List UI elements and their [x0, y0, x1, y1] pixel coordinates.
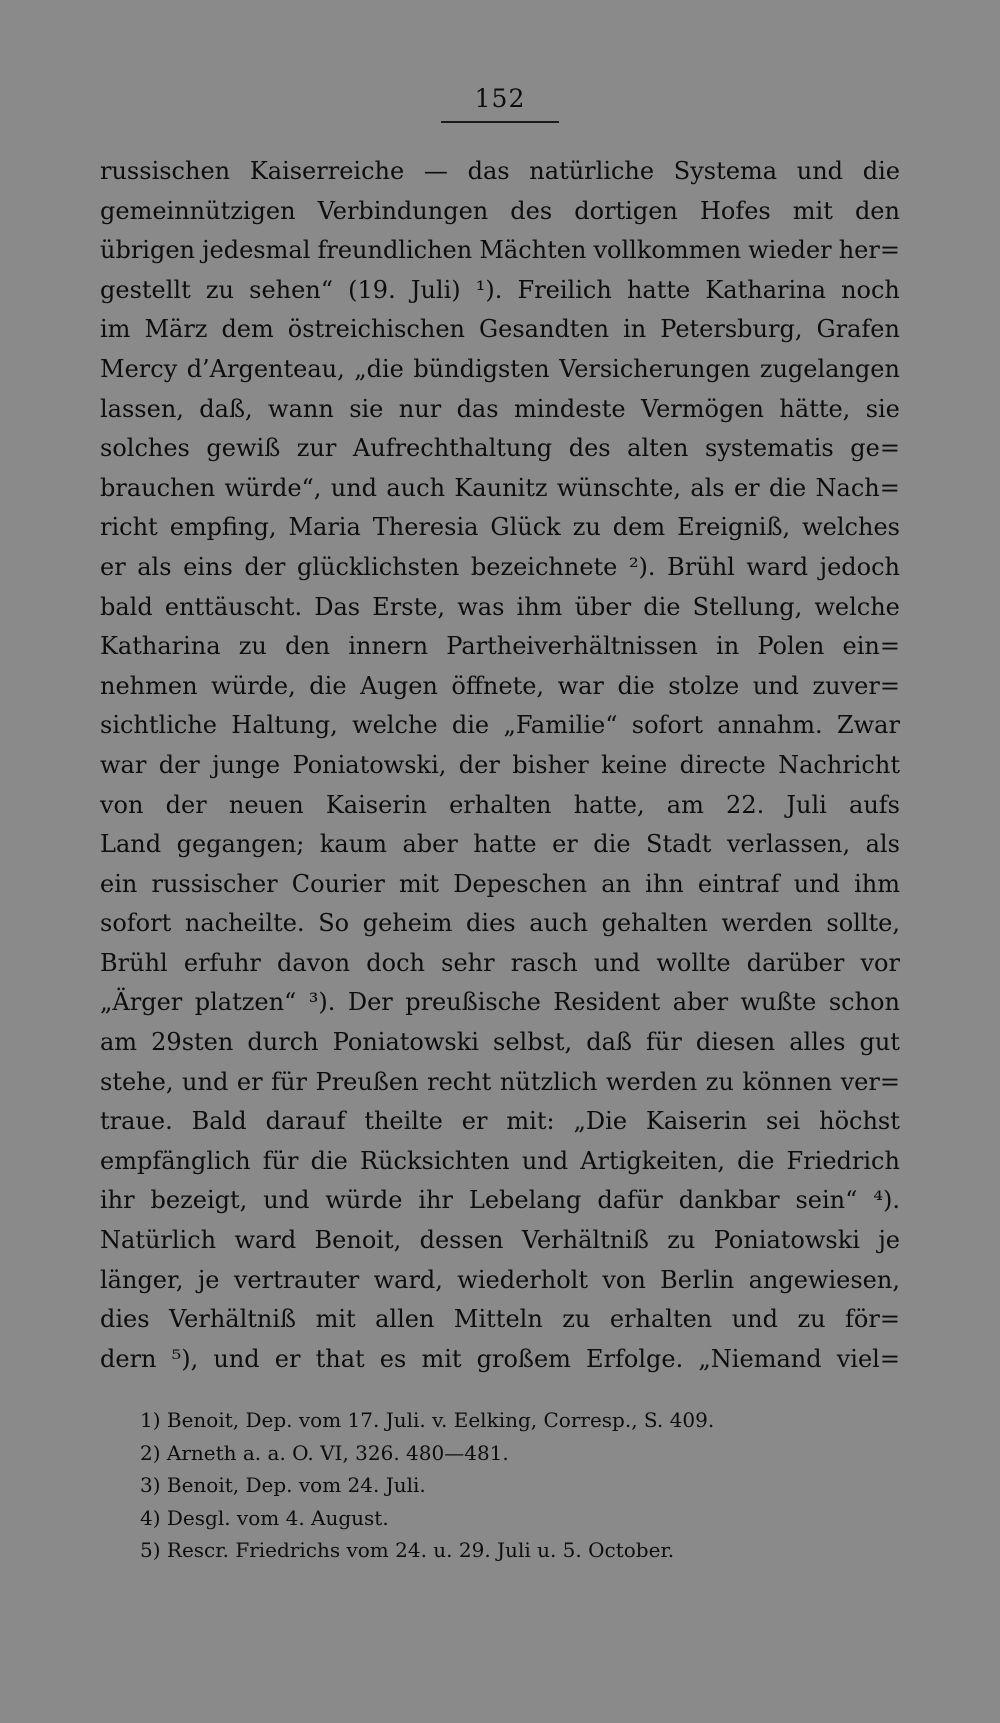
text-line: sichtliche Haltung, welche die „Familie“ sofort annahm. Zwar	[100, 711, 900, 740]
footnote: 4) Desgl. vom 4. August.	[140, 1505, 389, 1530]
text-line: solches gewiß zur Aufrechthaltung des alten systematis ge=	[100, 434, 900, 463]
text-line: länger, je vertrauter ward, wiederholt von Berlin angewiesen,	[100, 1265, 900, 1294]
text-line: gestellt zu sehen“ (19. Juli) ¹). Freilich hatte Katharina noch	[100, 275, 900, 304]
text-line: am 29sten durch Poniatowski selbst, daß für diesen alles gut	[100, 1028, 900, 1057]
text-line: im März dem östreichischen Gesandten in Petersburg, Grafen	[100, 315, 900, 344]
text-line: Land gegangen; kaum aber hatte er die Stadt verlassen, als	[100, 830, 900, 859]
text-line: empfänglich für die Rücksichten und Artigkeiten, die Friedrich	[100, 1146, 900, 1175]
text-line: Natürlich ward Benoit, dessen Verhältniß zu Poniatowski je	[100, 1226, 900, 1255]
text-line: Mercy d’Argenteau, „die bündigsten Versicherungen zugelangen	[100, 354, 900, 383]
footnotes	[140, 1404, 900, 1567]
text-line: ihr bezeigt, und würde ihr Lebelang dafür dankbar sein“ ⁴).	[100, 1186, 900, 1215]
body-text	[100, 152, 900, 1379]
text-line: von der neuen Kaiserin erhalten hatte, am 22. Juli aufs	[100, 790, 900, 819]
footnote: 5) Rescr. Friedrichs vom 24. u. 29. Juli u. 5. October.	[140, 1538, 675, 1562]
text-line: sofort nacheilte. So geheim dies auch gehalten werden sollte,	[100, 909, 900, 938]
text-line: russischen Kaiserreiche — das natürliche Systema und die	[100, 157, 900, 185]
text-line: lassen, daß, wann sie nur das mindeste Vermögen hätte, sie	[100, 394, 900, 423]
text-line: Brühl erfuhr davon doch sehr rasch und wollte darüber vor	[100, 948, 900, 977]
text-line: Katharina zu den innern Partheiverhältnissen in Polen ein=	[100, 632, 900, 661]
text-line: richt empfing, Maria Theresia Glück zu dem Ereigniß, welches	[100, 513, 900, 542]
text-line: übrigen jedesmal freundlichen Mächten vollkommen wieder her=	[100, 236, 900, 265]
text-line: dies Verhältniß mit allen Mitteln zu erhalten und zu för=	[100, 1305, 900, 1334]
text-line: ein russischer Courier mit Depeschen an ihn eintraf und ihm	[100, 869, 900, 898]
page-number: 152	[474, 84, 526, 113]
footnote: 2) Arneth a. a. O. VI, 326. 480—481.	[140, 1440, 509, 1465]
text-line: bald enttäuscht. Das Erste, was ihm über die Stellung, welche	[100, 592, 900, 621]
text-line: „Ärger platzen“ ³). Der preußische Resident aber wußte schon	[100, 988, 900, 1017]
text-line: er als eins der glücklichsten bezeichnete ²). Brühl ward jedoch	[100, 552, 900, 581]
text-line: stehe, und er für Preußen recht nützlich werden zu können ver=	[100, 1067, 900, 1096]
text-line: war der junge Poniatowski, der bisher keine directe Nachricht	[100, 750, 900, 779]
footnote: 3) Benoit, Dep. vom 24. Juli.	[140, 1473, 426, 1497]
text-line: traue. Bald darauf theilte er mit: „Die Kaiserin sei höchst	[100, 1107, 900, 1136]
text-line: dern ⁵), und er that es mit großem Erfolge. „Niemand viel=	[100, 1344, 900, 1373]
header-rule	[441, 121, 559, 123]
footnote: 1) Benoit, Dep. vom 17. Juli. v. Eelking, Corresp., S. 409.	[140, 1408, 715, 1432]
text-line: brauchen würde“, und auch Kaunitz wünschte, als er die Nach=	[100, 473, 900, 502]
text-line: nehmen würde, die Augen öffnete, war die stolze und zuver=	[100, 671, 900, 700]
text-line: gemeinnützigen Verbindungen des dortigen Hofes mit den	[100, 196, 900, 225]
